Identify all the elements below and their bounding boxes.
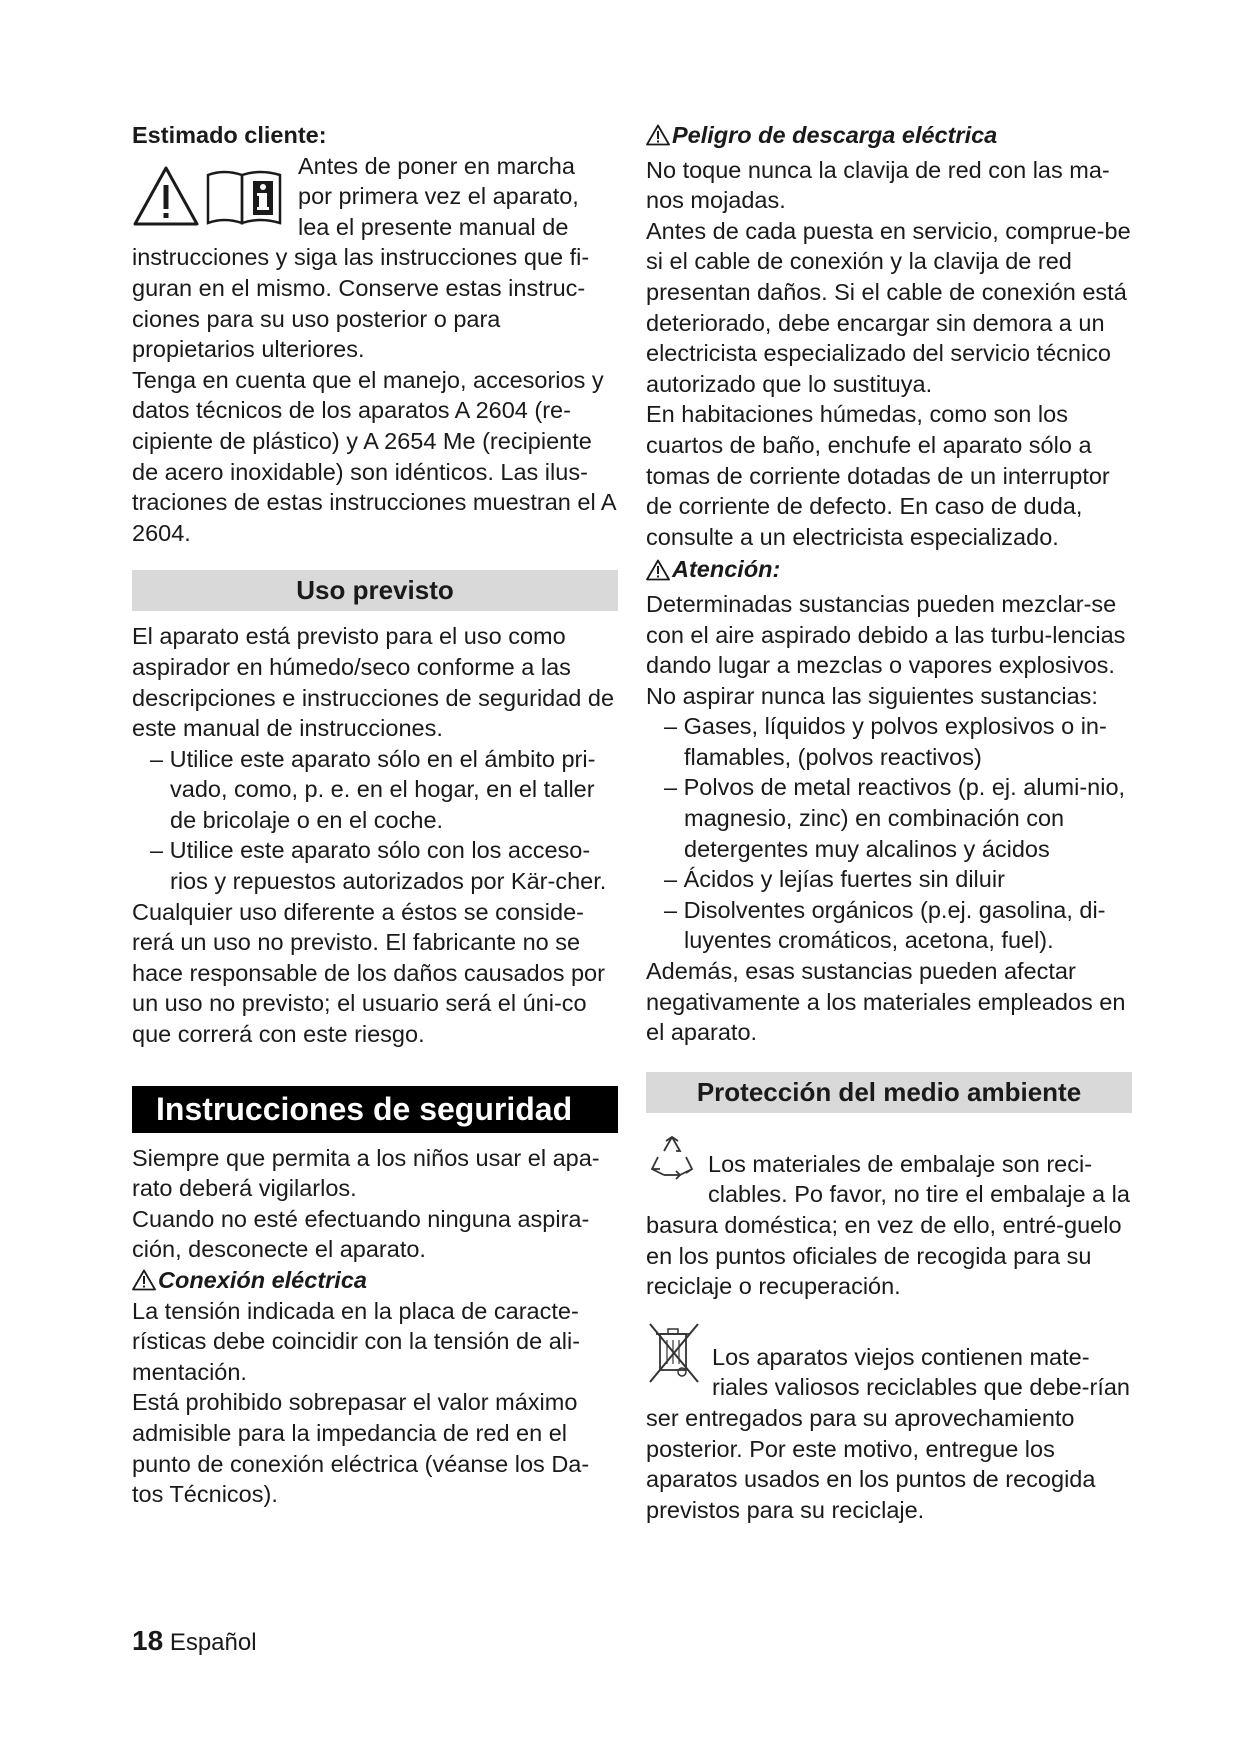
substance-item-4: – Disolventes orgánicos (p.ej. gasolina, di-luyentes cromáticos, acetona, fuel). bbox=[664, 896, 1106, 954]
intro-icons bbox=[132, 151, 298, 241]
atencion-title: Atención: bbox=[672, 556, 781, 583]
weee-paragraph: Los aparatos viejos contienen mate-riales valiosos reciclables que debe-rían ser entregados para su aprovechamiento posterior. Por este motivo, entregue los aparatos usados en los puntos de recogida previstos para su reciclaje. bbox=[646, 1343, 1130, 1523]
medio-ambiente-heading: Protección del medio ambiente bbox=[646, 1072, 1132, 1113]
atencion-paragraph: Determinadas sustancias pueden mezclar-se con el aire aspirado debido a las turbu-lencias dando lugar a mezclas o vapores explosivos. bbox=[646, 590, 1126, 679]
page-language: Español bbox=[169, 1629, 257, 1656]
peligro-paragraph-3: En habitaciones húmedas, como son los cuartos de baño, enchufe el aparato sólo a tomas de corriente dotadas de un interruptor de corriente de defecto. En caso de duda, consulte a un electricista especializado. bbox=[646, 401, 1110, 550]
no-aspirar-paragraph: No aspirar nunca las siguientes sustancias: bbox=[646, 682, 1098, 709]
uso-warning-paragraph: Cualquier uso diferente a éstos se conside-rerá un uso no previsto. El fabricante no se hace responsable de los daños causados por un uso no previsto; el usuario será el úni-co que correrá con este riesgo. bbox=[132, 898, 605, 1048]
right-column bbox=[646, 120, 1132, 1525]
uso-previsto-heading: Uso previsto bbox=[132, 570, 618, 611]
crossed-bin-icon bbox=[646, 1320, 702, 1386]
warning-triangle-icon bbox=[132, 1269, 156, 1291]
weee-block bbox=[646, 1318, 1132, 1526]
intro-rest: instrucciones y siga las instrucciones que fi-guran en el mismo. Conserve estas instruc-ciones para su uso posterior o para propietarios ulteriores. bbox=[132, 244, 590, 363]
intro-block bbox=[132, 151, 618, 365]
left-column bbox=[132, 120, 618, 1510]
uso-item-1: – Utilice este aparato sólo en el ámbito pri-vado, como, p. e. en el hogar, en el taller de bricolaje o en el coche. bbox=[150, 745, 596, 833]
ademas-paragraph: Además, esas sustancias pueden afectar negativamente a los materiales empleados en el aparato. bbox=[646, 958, 1126, 1046]
warning-triangle-icon bbox=[646, 559, 670, 581]
intro-line-2: por primera vez el aparato, bbox=[298, 183, 579, 210]
substance-item-1: – Gases, líquidos y polvos explosivos o in-flamables, (polvos reactivos) bbox=[664, 713, 1107, 770]
conexion-paragraph-2: Está prohibido sobrepasar el valor máximo admisible para la impedancia de red en el punto de conexión eléctrica (véanse los Da-tos Técnicos). bbox=[132, 1389, 590, 1508]
substance-item-3: – Ácidos y lejías fuertes sin diluir bbox=[664, 866, 1005, 893]
warning-triangle-icon bbox=[646, 124, 670, 146]
greeting: Estimado cliente: bbox=[132, 122, 327, 148]
conexion-paragraph-1: La tensión indicada en la placa de caracte-rísticas debe coincidir con la tensión de ali-mentación. bbox=[132, 1297, 581, 1385]
recycle-icon bbox=[646, 1131, 698, 1183]
children-paragraph: Siempre que permita a los niños usar el apa-rato deberá vigilarlos. bbox=[132, 1144, 600, 1202]
intro-line-1: Antes de poner en marcha bbox=[298, 152, 575, 179]
seguridad-heading: Instrucciones de seguridad bbox=[132, 1086, 618, 1133]
warning-triangle-icon bbox=[132, 165, 200, 227]
page-footer bbox=[132, 1625, 257, 1657]
page-number: 18 bbox=[132, 1625, 164, 1656]
uso-item-2: – Utilice este aparato sólo con los acceso-rios y repuestos autorizados por Kär-cher. bbox=[150, 837, 607, 895]
intro-line-3: lea el presente manual de bbox=[298, 213, 569, 240]
models-paragraph: Tenga en cuenta que el manejo, accesorios y datos técnicos de los aparatos A 2604 (re-cipiente de plástico) y A 2654 Me (recipiente de acero inoxidable) son idénticos. Las ilus-traciones de estas instrucciones muestran el A 2604. bbox=[132, 366, 616, 546]
disconnect-paragraph: Cuando no esté efectuando ninguna aspira-ción, desconecte el aparato. bbox=[132, 1205, 590, 1263]
substance-item-2: – Polvos de metal reactivos (p. ej. alumi-nio, magnesio, zinc) en combinación con detergentes muy alcalinos y ácidos bbox=[664, 774, 1126, 862]
recycle-block bbox=[646, 1129, 1132, 1302]
manual-book-icon bbox=[204, 167, 284, 227]
conexion-title: Conexión eléctrica bbox=[158, 1267, 367, 1293]
peligro-paragraph-2: Antes de cada puesta en servicio, comprue-be si el cable de conexión y la clavija de red presentan daños. Si el cable de conexión está deteriorado, debe encargar sin demora a un electricista especializado del servicio técnico autorizado que lo sustituya. bbox=[646, 217, 1131, 397]
peligro-subheading bbox=[646, 120, 1132, 151]
recycle-paragraph: Los materiales de embalaje son reci-clables. Po favor, no tire el embalaje a la basura doméstica; en vez de ello, entré-guelo en los puntos oficiales de recogida para su reciclaje o recuperación. bbox=[646, 1150, 1130, 1300]
conexion-subheading bbox=[132, 1265, 618, 1296]
atencion-subheading bbox=[646, 554, 1132, 585]
peligro-paragraph-1: No toque nunca la clavija de red con las ma-nos mojadas. bbox=[646, 156, 1110, 214]
uso-paragraph: El aparato está previsto para el uso como aspirador en húmedo/seco conforme a las descripciones e instrucciones de seguridad de este manual de instrucciones. bbox=[132, 623, 615, 742]
peligro-title: Peligro de descarga eléctrica bbox=[672, 122, 998, 148]
